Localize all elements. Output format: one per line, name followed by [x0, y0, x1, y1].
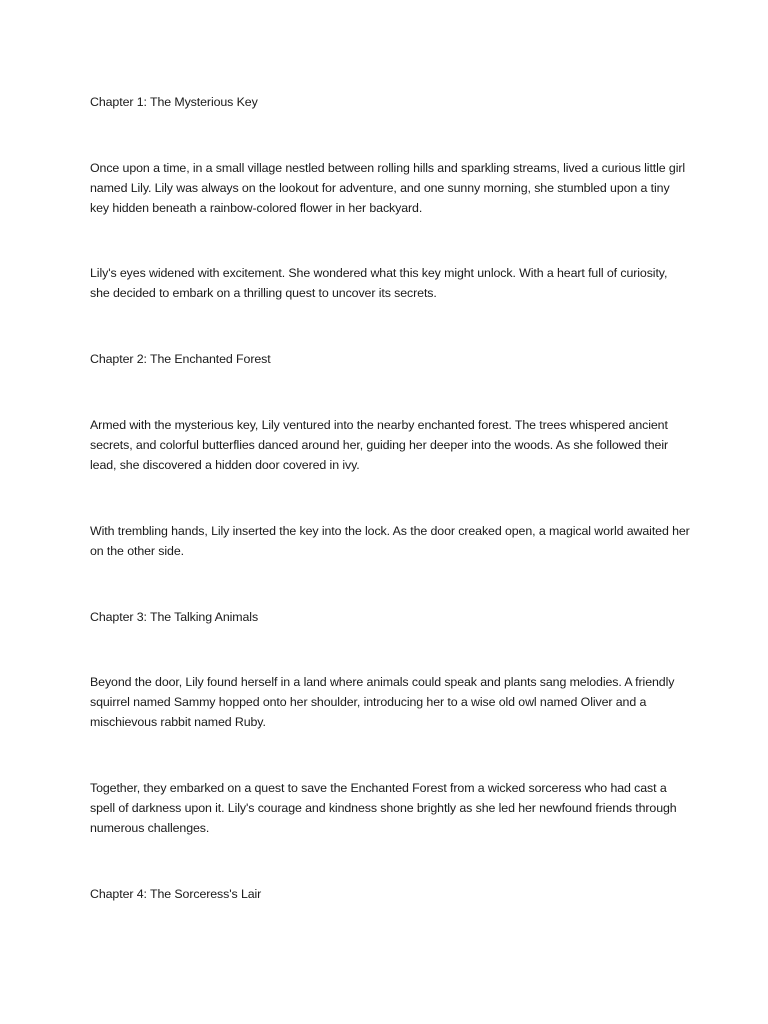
chapter-1-paragraph-1: Once upon a time, in a small village nestled between rolling hills and sparkling streams, lived a curious little girl named Lily. Lily was always on the lookout for adventure, and one sunny morning, she stumbled upon a tiny key hidden beneath a rainbow-colored flower in her backyard.	[90, 161, 686, 215]
chapter-1-paragraph-2: Lily's eyes widened with excitement. She wondered what this key might unlock. With a heart full of curiosity, she decided to embark on a thrilling quest to uncover its secrets.	[90, 266, 668, 300]
chapter-1-heading: Chapter 1: The Mysterious Key	[90, 95, 258, 109]
chapter-3-heading: Chapter 3: The Talking Animals	[90, 610, 259, 624]
chapter-2-paragraph-2: With trembling hands, Lily inserted the key into the lock. As the door creaked open, a magical world awaited her on the other side.	[90, 524, 690, 558]
chapter-3-paragraph-2: Together, they embarked on a quest to save the Enchanted Forest from a wicked sorceress who had cast a spell of darkness upon it. Lily's courage and kindness shone brightly as she led her newfound friends through numerous challenges.	[90, 781, 677, 835]
chapter-4-heading: Chapter 4: The Sorceress's Lair	[90, 887, 262, 901]
chapter-2-heading: Chapter 2: The Enchanted Forest	[90, 352, 271, 366]
chapter-2-paragraph-1: Armed with the mysterious key, Lily ventured into the nearby enchanted forest. The trees whispered ancient secrets, and colorful butterflies danced around her, guiding her deeper into the woods. As she followed their lead, she discovered a hidden door covered in ivy.	[90, 418, 669, 472]
chapter-3-paragraph-1: Beyond the door, Lily found herself in a land where animals could speak and plants sang melodies. A friendly squirrel named Sammy hopped onto her shoulder, introducing her to a wise old owl named Oliver and a mischievous rabbit named Ruby.	[90, 675, 675, 729]
